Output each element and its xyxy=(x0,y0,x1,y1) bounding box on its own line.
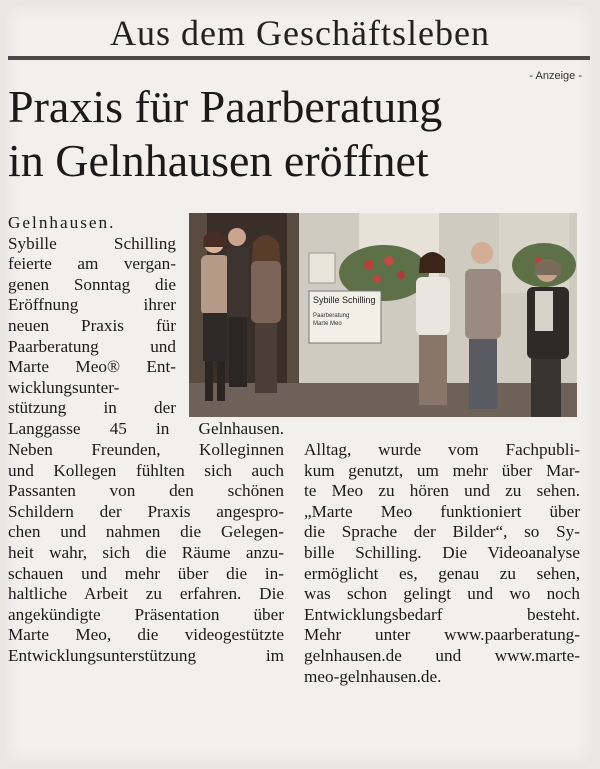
text-line: haltliche Arbeit zu erfahren. Die xyxy=(8,584,284,604)
headline xyxy=(8,80,593,188)
article-column-top-left xyxy=(8,213,284,440)
text-line: gelnhausen.de und www.marte- xyxy=(304,645,580,665)
text-line: Neben Freunden, Kolleginnen xyxy=(8,440,284,459)
text-line: chen und nahmen die Gelegen- xyxy=(8,522,284,542)
text-line: heit wahr, sich die Räume anzu- xyxy=(8,542,284,562)
text-line: angekündigte Präsentation über xyxy=(8,604,284,624)
sign-line-2: Marte Meo xyxy=(313,321,342,327)
text-line: Langgasse 45 in Gelnhausen. xyxy=(8,418,284,438)
text-line: stützung in der xyxy=(8,398,176,418)
headline-line-1: Praxis für Paarberatung xyxy=(8,81,443,132)
text-line: te Meo zu hören und zu sehen. xyxy=(304,481,580,501)
text-line: Marte Meo® Ent- xyxy=(8,357,176,377)
section-rule xyxy=(8,56,590,60)
text-line: Eröffnung ihrer xyxy=(8,295,176,315)
dateline: Gelnhausen. xyxy=(8,213,116,232)
person-3 xyxy=(251,235,281,393)
text-line: Alltag, wurde vom Fachpubli- xyxy=(304,440,580,459)
article-column-bottom-right xyxy=(304,440,580,687)
text-line: schauen und mehr über die in- xyxy=(8,563,284,583)
text-line: Schildern der Praxis angespro- xyxy=(8,501,284,521)
text-line: bille Schilling. Die Videoanalyse xyxy=(304,542,580,562)
text-line: und Kollegen fühlten sich auch xyxy=(8,460,284,480)
person-2 xyxy=(227,228,249,387)
article-column-bottom-left xyxy=(8,440,284,667)
text-line: ermöglicht es, genau zu sehen, xyxy=(304,563,580,583)
text-line: die Sprache der Bilder“, so Sy- xyxy=(304,522,580,542)
text-line: Passanten von den schönen xyxy=(8,481,284,501)
text-line: was schon gelingt und wo noch xyxy=(304,584,580,604)
ad-label: - Anzeige - xyxy=(529,70,582,82)
text-line: kum genutzt, um mehr über Mar- xyxy=(304,460,580,480)
text-line: wicklungsunter- xyxy=(8,377,120,397)
text-line: Paarberatung und xyxy=(8,336,176,356)
text-line: Mehr unter www.paarberatung- xyxy=(304,625,580,645)
text-line: meo-gelnhausen.de. xyxy=(304,666,442,686)
text-line: feierte am vergan- xyxy=(8,254,176,274)
text-line: neuen Praxis für xyxy=(8,315,176,335)
text-line: genen Sonntag die xyxy=(8,274,176,294)
article-photo xyxy=(189,213,577,417)
text-line: Marte Meo, die videogestützte xyxy=(8,625,284,645)
sign-name: Sybille Schilling xyxy=(313,295,376,305)
text-line: Entwicklungsunterstützung im xyxy=(8,645,284,665)
text-line: „Marte Meo funktioniert über xyxy=(304,501,580,521)
text-line: Entwicklungsbedarf besteht. xyxy=(304,604,580,624)
headline-line-2: in Gelnhausen eröffnet xyxy=(8,135,429,186)
sign-line-1: Paarberatung xyxy=(313,313,350,319)
section-title: Aus dem Geschäftsleben xyxy=(110,13,490,53)
text-line: Sybille Schilling xyxy=(8,233,176,253)
